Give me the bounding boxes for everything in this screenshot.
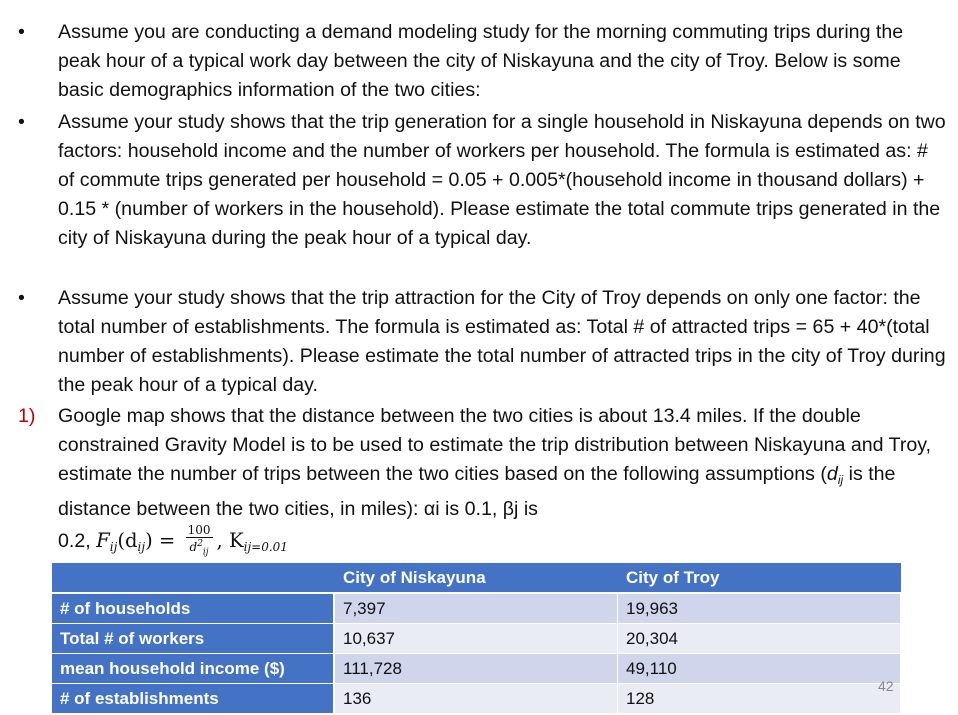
cell-niskayuna: 7,397	[335, 594, 618, 624]
cell-troy: 20,304	[618, 624, 901, 654]
question-text-before: Google map shows that the distance between the two cities is about 13.4 miles. If the double constrained Gravity Model is to be used to estimate the trip distribution between Niskayuna and Troy, estimate the number of trips between the two cities based on the following assumptions (	[58, 405, 932, 485]
bullet-marker: •	[18, 21, 25, 43]
cell-troy: 128	[618, 684, 901, 714]
cell-niskayuna: 111,728	[335, 654, 618, 684]
table-row	[52, 654, 901, 684]
bullet-paragraph: Assume your study shows that the trip generation for a single household in Niskayuna depends on two factors: household income and the number of workers per household. The formula is estimated as: # of commute trips generated per household = 0.05 + 0.005*(household income in thousand dollars) + 0.15 * (number of workers in the household). Please estimate the total commute trips generated in the city of Niskayuna during the peak hour of a typical day.	[58, 111, 946, 249]
cell-niskayuna: 136	[335, 684, 618, 714]
bullet-paragraph: Assume you are conducting a demand modeling study for the morning commuting trips during the peak hour of a typical work day between the city of Niskayuna and the city of Troy. Below is some basic demographics information of the two cities:	[58, 21, 904, 101]
row-label: # of households	[52, 594, 335, 624]
row-label: Total # of workers	[52, 624, 335, 654]
question-number: 1)	[18, 405, 36, 427]
question-paragraph	[58, 402, 948, 562]
gravity-fraction: $\frac{100}{d^2_{ij}}$	[187, 523, 211, 558]
cell-niskayuna: 10,637	[335, 624, 618, 654]
table-row	[52, 594, 901, 624]
row-label: # of establishments	[52, 684, 335, 714]
table-header-niskayuna: City of Niskayuna	[335, 563, 618, 594]
cell-troy: 49,110	[618, 654, 901, 684]
table-header-troy: City of Troy	[618, 563, 901, 594]
cell-troy: 19,963	[618, 594, 901, 624]
bullet-marker: •	[18, 287, 25, 309]
dij-symbol: $d_{ij}$	[826, 463, 844, 487]
table-header-corner	[52, 563, 335, 594]
page-number: 42	[878, 678, 894, 694]
table-row	[52, 624, 901, 654]
demographics-table	[52, 563, 901, 714]
table-row	[52, 684, 901, 714]
bullet-paragraph: Assume your study shows that the trip attraction for the City of Troy depends on only one factor: the total number of establishments. The formula is estimated as: Total # of attracted trips = 65 + 40*(total number of establishments). Please estimate the total number of attracted trips in the city of Troy during the peak hour of a typical day.	[58, 287, 946, 396]
question-text-after: is the distance between the two cities, in miles): αi is 0.1, βj is	[58, 463, 896, 520]
row-label: mean household income ($)	[52, 654, 335, 684]
bullet-marker: •	[18, 111, 25, 133]
formula-line: 0.2, $F_{ij}(d_{ij})$ = $\frac{100}{d^2_{ij}}$ , $K_{ij=0.01}$	[58, 523, 288, 558]
